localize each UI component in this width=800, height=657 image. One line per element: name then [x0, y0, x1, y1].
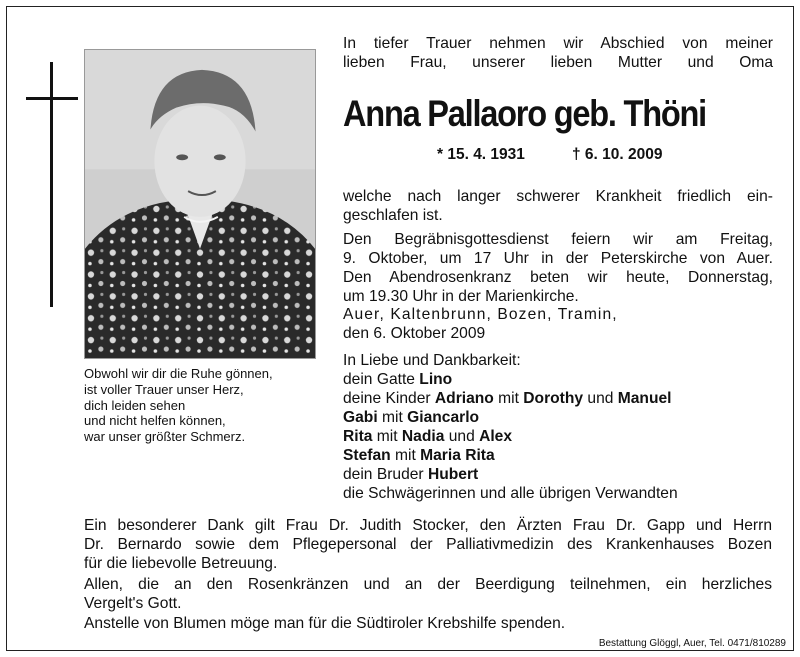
mourner-name: Adriano: [434, 390, 494, 407]
death-date: † 6. 10. 2009: [572, 146, 663, 163]
portrait-photo: [84, 49, 316, 359]
relation: dein Bruder: [343, 466, 428, 483]
mourner-line: [343, 408, 773, 427]
intro-line: lieben Frau, unserer lieben Mutter und Oma: [343, 54, 773, 71]
connector: mit: [372, 428, 402, 445]
intro-line: In tiefer Trauer nehmen wir Abschied von meiner: [343, 35, 773, 52]
mourner-name: Manuel: [617, 390, 672, 407]
place-date: [343, 305, 773, 343]
passing-line: geschlafen ist.: [343, 207, 443, 224]
cross-horizontal-bar: [26, 97, 78, 100]
intro-text: [343, 34, 773, 72]
mourner-name: Rita: [343, 428, 373, 445]
poem-line: war unser größter Schmerz.: [84, 429, 246, 445]
mourner-line: [343, 465, 773, 484]
mourner-name: Gabi: [343, 409, 378, 426]
passing-line: welche nach langer schwerer Krankheit friedlich ein-: [343, 188, 773, 205]
relation: deine Kinder: [343, 390, 435, 407]
connector: mit: [377, 409, 408, 426]
mourners-list: [343, 351, 773, 503]
mourner-line: [343, 446, 773, 465]
funeral-home-credit: Bestattung Glöggl, Auer, Tel. 0471/810289: [598, 638, 786, 649]
mourner-line: [343, 370, 773, 389]
funeral-line: Den Abendrosenkranz beten wir heute, Donnerstag,: [343, 269, 773, 286]
mourner-line: [343, 427, 773, 446]
portrait-illustration: [85, 50, 315, 358]
deceased-name: Anna Pallaoro geb. Thöni: [343, 93, 706, 134]
mourner-name: Giancarlo: [407, 409, 480, 426]
poem-line: ist voller Trauer unser Herz,: [84, 381, 244, 397]
place-line: Auer, Kaltenbrunn, Bozen, Tramin,: [343, 306, 618, 323]
mourner-name: Hubert: [427, 466, 479, 483]
funeral-text: [343, 230, 773, 306]
birth-date: * 15. 4. 1931: [437, 146, 525, 163]
gratitude-line: Allen, die an den Rosenkränzen und an der Beerdigung teilnehmen, ein herzliches: [84, 576, 772, 593]
connector: und: [583, 390, 618, 407]
donation-text: Anstelle von Blumen möge man für die Südtiroler Krebshilfe spenden.: [84, 615, 566, 632]
poem-line: Obwohl wir dir die Ruhe gönnen,: [84, 366, 273, 381]
poem: [84, 366, 324, 445]
poem-line: dich leiden sehen: [84, 397, 186, 413]
connector: mit: [390, 447, 421, 464]
thanks-line: für die liebevolle Betreuung.: [84, 555, 278, 572]
mourner-name: Nadia: [401, 428, 445, 445]
connector: mit: [493, 390, 524, 407]
connector: und: [444, 428, 480, 445]
funeral-line: 9. Oktober, um 17 Uhr in der Peterskirche von Auer.: [343, 250, 773, 267]
funeral-line: Den Begräbnisgottesdienst feiern wir am Freitag,: [343, 231, 773, 248]
mourner-name: Maria Rita: [420, 447, 495, 464]
date-line: den 6. Oktober 2009: [343, 325, 486, 342]
poem-line: und nicht helfen können,: [84, 413, 226, 429]
thanks-line: Dr. Bernardo sowie dem Pflegepersonal der Palliativmedizin des Krankenhauses Bozen: [84, 536, 772, 553]
relation: dein Gatte: [343, 371, 420, 388]
thanks-text: [84, 516, 772, 573]
mourner-name: Dorothy: [523, 390, 584, 407]
mourner-line: die Schwägerinnen und alle übrigen Verwandten: [343, 485, 678, 502]
gratitude-line: Vergelt's Gott.: [84, 595, 182, 612]
gratitude-text: [84, 575, 772, 613]
thanks-line: Ein besonderer Dank gilt Frau Dr. Judith Stocker, den Ärzten Frau Dr. Gapp und Herrn: [84, 517, 772, 534]
mourner-name: Lino: [419, 371, 453, 388]
mourner-line: [343, 389, 773, 408]
funeral-line: um 19.30 Uhr in der Marienkirche.: [343, 288, 579, 305]
mourner-name: Stefan: [343, 447, 391, 464]
passing-text: [343, 187, 773, 225]
mourner-name: Alex: [479, 428, 513, 445]
mourners-intro: In Liebe und Dankbarkeit:: [343, 352, 521, 369]
